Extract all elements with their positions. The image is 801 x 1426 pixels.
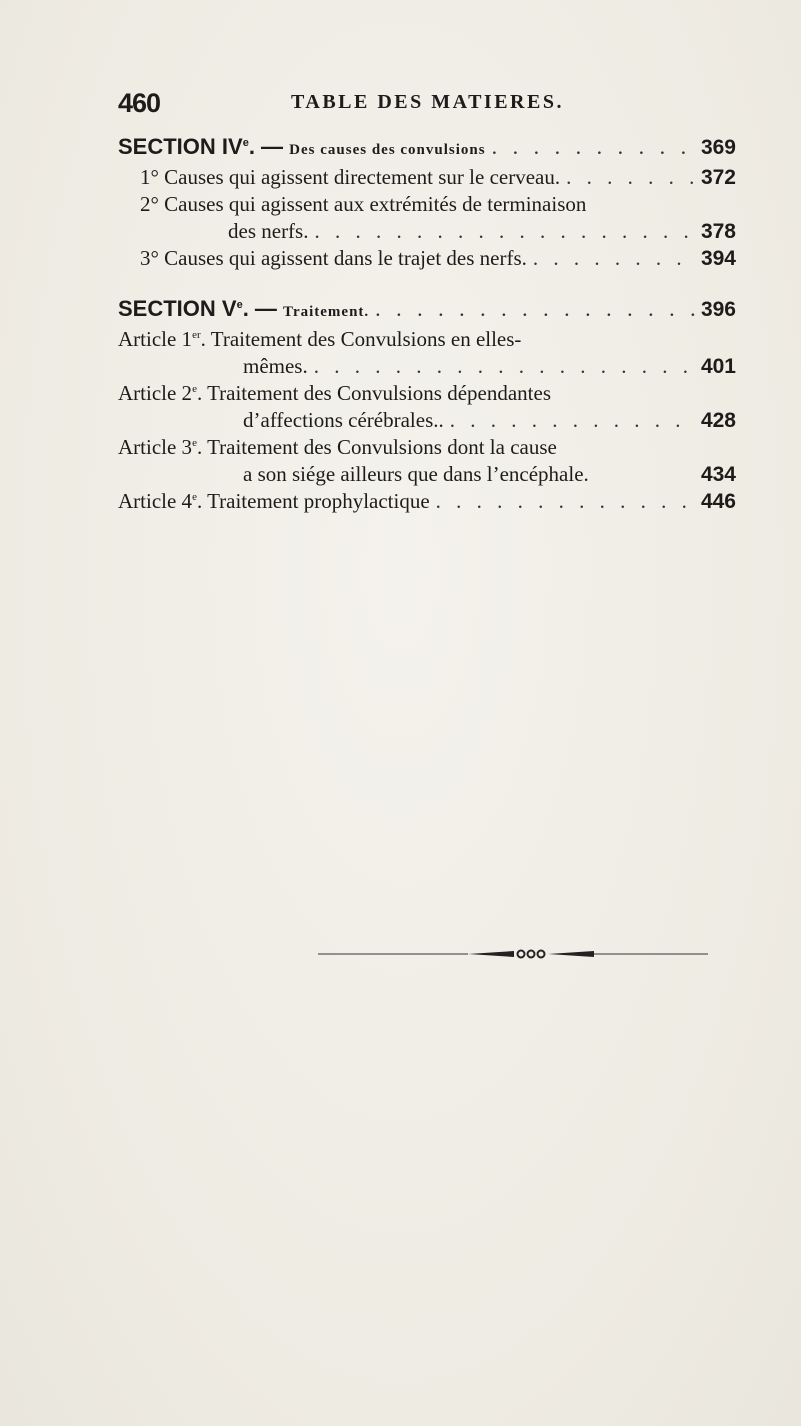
toc-item-2 xyxy=(118,191,736,245)
article-label: Article 4 xyxy=(118,489,193,513)
page-ref: 428 xyxy=(700,409,736,432)
toc-article-4 xyxy=(118,488,736,515)
article-label: Article 3 xyxy=(118,435,193,459)
article-text-line1: . Traitement des Convulsions en elles- xyxy=(200,327,522,351)
article-label: Article 1 xyxy=(118,327,193,351)
article-text-line1: . Traitement prophylactique xyxy=(196,489,430,513)
item-text-line2: des nerfs. xyxy=(228,219,309,243)
article-text-line2: d’affections cérébrales.. xyxy=(243,408,444,432)
article-label: Article 2 xyxy=(118,381,193,405)
article-ordinal: e xyxy=(192,491,197,503)
section-ordinal: e xyxy=(236,299,243,311)
table-of-contents xyxy=(118,133,736,515)
article-text-line1: . Traitement des Convulsions dépendantes xyxy=(196,381,552,405)
article-text-line2: a son siége ailleurs que dans l’encéphale. xyxy=(243,462,589,486)
dot-leader xyxy=(375,295,695,322)
page-ref: 378 xyxy=(700,220,736,243)
section-title: Traitement. xyxy=(283,304,370,320)
toc-section-4 xyxy=(118,133,736,164)
article-ordinal: e xyxy=(192,383,197,395)
page-ref: 434 xyxy=(700,463,736,486)
section-dash: . — xyxy=(242,296,284,321)
page-header xyxy=(118,88,737,124)
article-text-line2: mêmes. xyxy=(243,354,308,378)
article-ordinal: er xyxy=(192,329,201,341)
item-text-line1: 2° Causes qui agissent aux extrémités de terminaison xyxy=(140,192,587,216)
article-text-line1: . Traitement des Convulsions dont la cause xyxy=(196,435,557,459)
toc-article-1 xyxy=(118,326,736,380)
dot-leader xyxy=(533,245,695,272)
section-label: SECTION IV xyxy=(118,134,243,159)
running-head: TABLE DES MATIERES. xyxy=(291,91,564,113)
dot-leader xyxy=(436,488,695,515)
page-ref: 372 xyxy=(700,166,736,189)
toc-item-3 xyxy=(118,245,736,272)
toc-section-5 xyxy=(118,295,736,326)
dot-leader xyxy=(566,164,695,191)
toc-item-1 xyxy=(118,164,736,191)
tailpiece-ornament-icon xyxy=(318,944,708,964)
toc-article-3 xyxy=(118,434,736,488)
page-ref: 394 xyxy=(700,247,736,270)
page-ref: 369 xyxy=(700,136,736,159)
toc-article-2 xyxy=(118,380,736,434)
section-dash: . — xyxy=(248,134,290,159)
section-label: SECTION V xyxy=(118,296,237,321)
page-ref: 401 xyxy=(700,355,736,378)
page-number: 460 xyxy=(118,88,161,118)
page-ref: 446 xyxy=(700,490,736,513)
dot-leader xyxy=(314,353,695,380)
page-ref: 396 xyxy=(700,298,736,321)
item-text: 1° Causes qui agissent directement sur le cerveau. xyxy=(140,165,561,189)
article-ordinal: e xyxy=(192,437,197,449)
dot-leader xyxy=(492,133,695,160)
section-title: Des causes des convulsions xyxy=(289,142,486,158)
dot-leader xyxy=(450,407,695,434)
dot-leader xyxy=(314,218,694,245)
section-ordinal: e xyxy=(242,137,249,149)
item-text: 3° Causes qui agissent dans le trajet des nerfs. xyxy=(140,246,527,270)
